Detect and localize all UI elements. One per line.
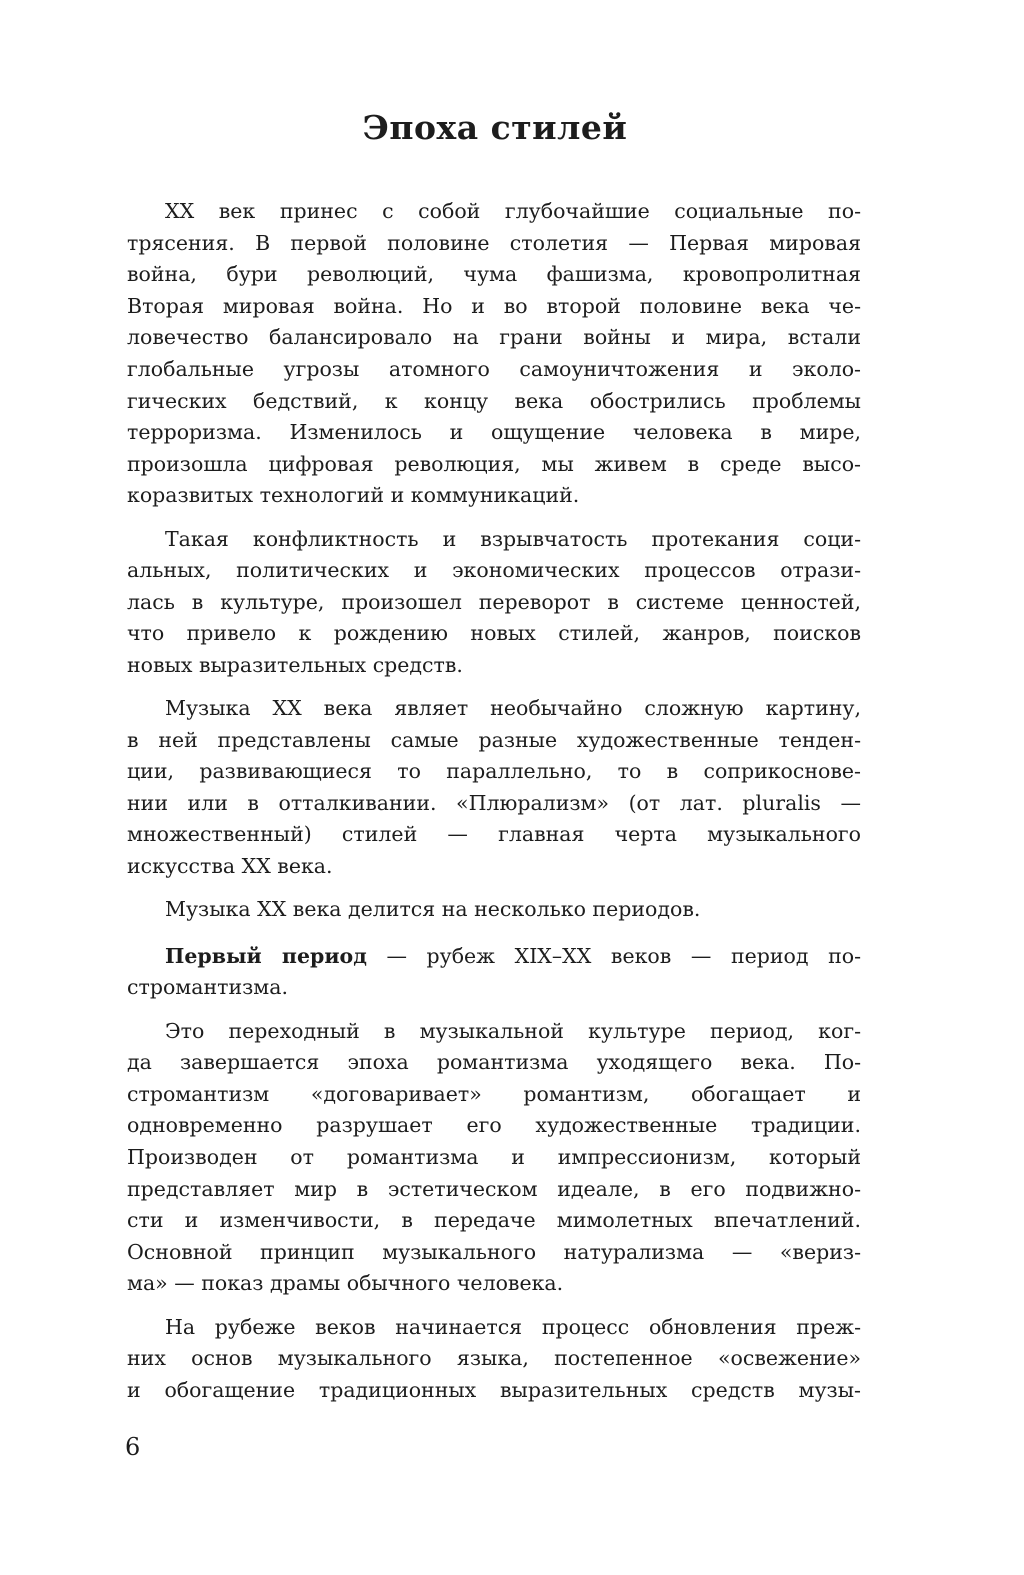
text-line: ции, развивающиеся то параллельно, то в соприкоснове- [127, 759, 861, 784]
text-line: гических бедствий, к концу века обострились проблемы [127, 388, 861, 413]
page-number: 6 [125, 1433, 141, 1461]
text-line: Музыка XX века являет необычайно сложную картину, [165, 696, 861, 721]
text-line: Основной принцип музыкального натурализма — «вериз- [127, 1239, 861, 1264]
text-line: искусства XX века. [127, 854, 333, 879]
text-line: На рубеже веков начинается процесс обновления преж- [165, 1314, 861, 1339]
text-line: Вторая мировая война. Но и во второй половине века че- [127, 293, 861, 318]
text-line: и обогащение традиционных выразительных средств музы- [127, 1377, 861, 1402]
text-line: коразвитых технологий и коммуникаций. [127, 483, 580, 508]
text-line: что привело к рождению новых стилей, жанров, поисков [127, 621, 861, 646]
chapter-title: Эпоха стилей [362, 108, 628, 147]
text-line: трясения. В первой половине столетия — Первая мировая [127, 230, 861, 255]
text-line: да завершается эпоха романтизма уходящего века. По- [127, 1050, 861, 1075]
text-line: глобальные угрозы атомного самоуничтожения и эколо- [127, 356, 861, 381]
text-line: Такая конфликтность и взрывчатость протекания соци- [165, 526, 861, 551]
text-line: произошла цифровая революция, мы живем в среде высо- [127, 451, 861, 476]
paragraph-2 [127, 524, 861, 682]
text-line: множественный) стилей — главная черта музыкального [127, 822, 861, 847]
paragraph-6 [127, 1016, 861, 1300]
text-line: одновременно разрушает его художественные традиции. [127, 1113, 861, 1138]
paragraph-1 [127, 196, 861, 512]
paragraph-3 [127, 693, 861, 883]
text-line: новых выразительных средств. [127, 652, 463, 677]
text-line: война, бури революций, чума фашизма, кровопролитная [127, 262, 861, 287]
text-line: сти и изменчивости, в передаче мимолетных впечатлений. [127, 1208, 861, 1233]
text-line: Производен от романтизма и импрессионизм, который [127, 1145, 861, 1169]
text-line: альных, политических и экономических процессов отрази- [127, 558, 861, 583]
text-line: ма» — показ драмы обычного человека. [127, 1271, 564, 1296]
text-line: ловечество балансировало на грани войны и мира, встали [127, 325, 861, 350]
text-line: в ней представлены самые разные художественные тенден- [127, 727, 861, 752]
text-line: XX век принес с собой глубочайшие социальные по- [165, 199, 861, 223]
text-line: Это переходный в музыкальной культуре период, ког- [165, 1018, 861, 1043]
paragraph-4 [127, 894, 861, 926]
text-line: стромантизм «договаривает» романтизм, обогащает и [127, 1081, 861, 1106]
text-fragment: — рубеж XIX–XX веков — период по- [366, 943, 861, 968]
paragraph-5 [127, 941, 861, 1004]
text-line: терроризма. Изменилось и ощущение человека в мире, [127, 420, 861, 445]
period-heading: Первый период [165, 943, 367, 968]
text-line: них основ музыкального языка, постепенное «освежение» [127, 1346, 861, 1371]
body-text [127, 196, 861, 1418]
text-line: стромантизма. [127, 975, 288, 1000]
text-line: нии или в отталкивании. «Плюрализм» (от лат. pluralis — [127, 790, 861, 815]
paragraph-7 [127, 1312, 861, 1407]
text-line [127, 941, 861, 973]
text-line: лась в культуре, произошел переворот в системе ценностей, [127, 589, 861, 614]
text-line: представляет мир в эстетическом идеале, в его подвижно- [127, 1176, 861, 1201]
text-line: Музыка XX века делится на несколько периодов. [165, 897, 701, 922]
